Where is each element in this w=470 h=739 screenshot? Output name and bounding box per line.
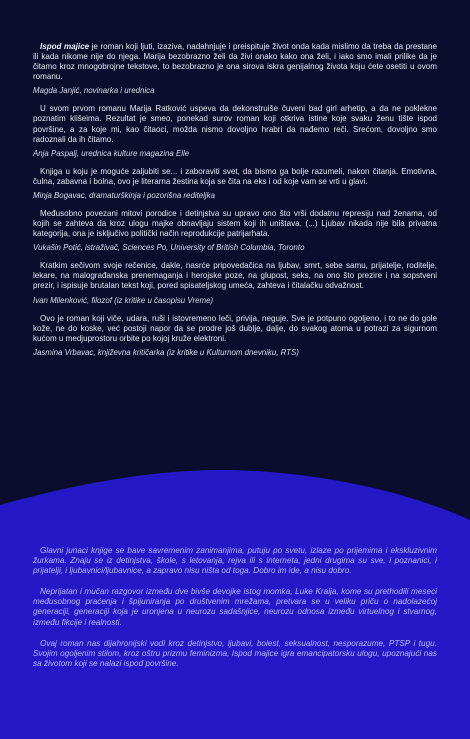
synopsis-paragraph: Ovaj roman nas dijahronijski vodi kroz detinjstvo, ljubavi, bolest, seksualnost, nesporazume, PTSP i tugu. Svojim ogoljenim stilom, kroz oštru prizmu feminizma, Ispod majice igra emancipatorsku ulogu, upoznajući nas sa životom koji se nalazi ispod površine.: [33, 638, 437, 668]
book-synopsis: [33, 546, 437, 680]
quote-block: [33, 167, 437, 201]
quote-author: Jasmina Vrbavac, književna kritičarka (iz kritike u Kulturnom dnevniku, RTS): [33, 347, 299, 357]
quote-author: Vukašin Potić, istraživač, Sciences Po, University of British Columbia, Toronto: [33, 243, 305, 253]
quote-block: [33, 209, 437, 253]
quote-author: Anja Paspalj, urednica kulture magazina Elle: [33, 148, 190, 158]
quote-block: [33, 314, 437, 358]
quote-text: U svom prvom romanu Marija Ratković uspeva da dekonstruiše čuveni bad girl arhetip, a da ne poklekne poznatim klišeima. Rezultat je smeo, ponekad surov roman koji otkriva istine koje svaku ženu tište ispod površine, a za koje mi, kao čitaoci, možda nismo dovoljno hrabri da nađemo reči. Srećom, dovoljno smo radoznali da ih čitamo.: [33, 104, 437, 144]
quote-author: Magda Janjić, novinarka i urednica: [33, 86, 155, 96]
synopsis-paragraph: Glavni junaci knjige se bave savremenim zanimanjima, putuju po svetu, izlaze po prijemima i ekskluzivnim žurkama. Znaju se iz detinjstva, škole, s letovanja, rejva ili s interneta, jedni drugima su sve, i poznanici, i prijatelji, i ljubavnici/ljubavnice, a zapravo nisu ništa od toga. Dobro im ide, a nisu dobro.: [33, 546, 437, 576]
quote-block: [33, 104, 437, 158]
quote-body: je roman koji ljuti, izaziva, nadahnjuje i preispituje život onda kada mislimo da treba da prestane ili kada nikome nije do njega. Marija bezobrazno želi da živi onako kako ona želi, i iako smo imali prilike da je čitamo kroz mnogobrojne tekstove, to bezobrazno je ona sirova iskra genijalnog života koju ćete osetiti u ovom romanu.: [33, 42, 437, 82]
synopsis-paragraph: Neprijatan i mučan razgovor između dve bivše devojke istog momka, Luke Kralja, kome su prethodili meseci međusobnog praćenja i špijuniranja po društvenim mrežama, pretvara se u veliku priču o nadolazećoj generaciji, generaciji koja je uronjena u neurozu sadašnjice, neurozu odnosa između virtuelnog i stvarnog, između fikcije i realnosti.: [33, 587, 437, 627]
quote-author: Minja Bogavac, dramaturškinja i pozorišna rediteljka: [33, 190, 216, 200]
quote-text: Kratkim sečivom svoje rečenice, dakle, nasrće pripovedačica na ljubav, smrt, sebe samu, prijatelje, roditelje, lekare, na malograđanska prenemaganja i herojske poze, na glupost, seks, na ono što prezire i na sopstveni prezir, i ispisuje brutalan tekst koji, pored spisateljskog umeća, zahteva i čitalačku odvažnost.: [33, 261, 437, 291]
quote-block: [33, 261, 437, 305]
quote-text: Međusobno povezani mitovi porodice i detinjstva su upravo ono što vrši dodatnu represiju nad ženama, od kojih se zahteva da kroz ulogu majke obnavljaju sistem koji ih uništava. (...) Ljubav nikada nije bila privatna kategorija, ona je isključivo politički način reprodukcije patrijarhata.: [33, 208, 437, 239]
quote-text: Knjiga u koju je moguće zaljubiti se... i zaboraviti svet, da bismo ga bolje razumeli, nakon čitanja. Emotivna, čulna, zabavna i bolna, ovo je literarna žestina koja se čita na eks i od koje vam se vrti u glavi.: [33, 166, 437, 186]
quote-text: Ovo je roman koji viče, udara, ruši i istovremeno leči, privija, neguje. Sve je potpuno ogoljeno, i to ne do gole kože, ne do koske, već postoji napor da se prodre još dublje, dalje, do svakog atoma u potrazi za sigurnom kućom u medjuprostoru orbite po kojoj kruže elektroni.: [33, 313, 437, 343]
quote-block: [33, 42, 437, 96]
review-quotes: [33, 42, 437, 366]
quote-author: Ivan Milenković, filozof (iz kritike u časopisu Vreme): [33, 295, 214, 305]
quote-text: [33, 42, 437, 82]
book-title-inline: Ispod majice: [40, 42, 90, 51]
